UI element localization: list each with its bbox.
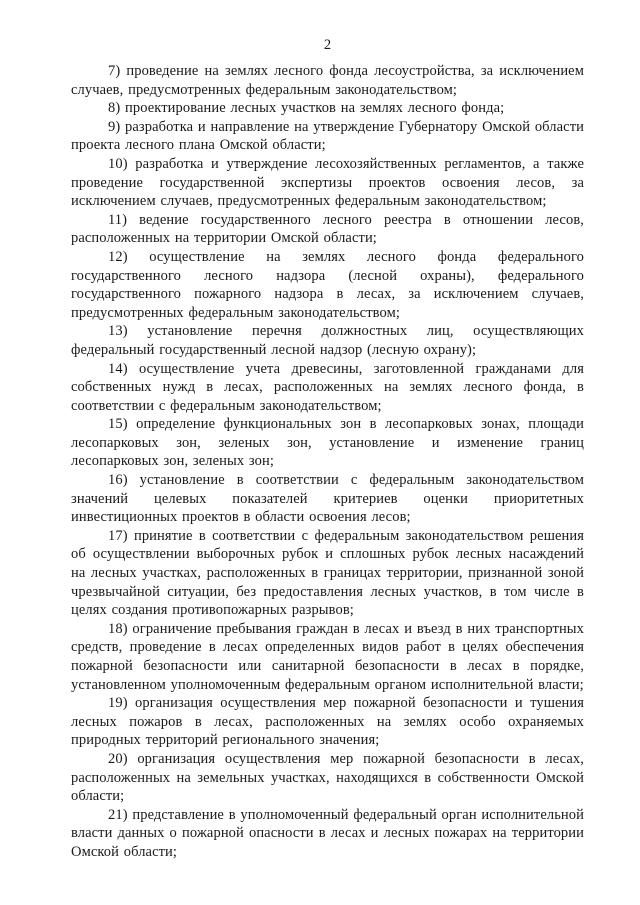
list-item-12: 12) осуществление на землях лесного фонда федерального государственного лесного надзора (лесной охраны), федерального государственного пожарного надзора в лесах, за исключением случаев, предусмотренных федеральным законодательством; [71,248,584,321]
list-item-21: 21) представление в уполномоченный федеральный орган исполнительной власти данных о пожарной опасности в лесах и лесных пожарах на территории Омской области; [71,806,584,860]
list-item-8: 8) проектирование лесных участков на землях лесного фонда; [108,100,505,117]
list-item-20: 20) организация осуществления мер пожарной безопасности в лесах, расположенных на земельных участках, находящихся в собственности Омской области; [71,750,584,805]
list-item-15: 15) определение функциональных зон в лесопарковых зонах, площади лесопарковых зон, зеленых зон, установление и изменение границ лесопарковых зон, зеленых зон; [71,416,584,470]
list-item-10: 10) разработка и утверждение лесохозяйственных регламентов, а также проведение государственной экспертизы проектов освоения лесов, за исключением случаев, предусмотренных федеральным законодательством; [71,155,584,210]
list-item-14: 14) осуществление учета древесины, заготовленной гражданами для собственных нужд в лесах, расположенных на землях лесного фонда, в соответствии с федеральным законодательством; [71,360,584,414]
list-item-11: 11) ведение государственного лесного реестра в отношении лесов, расположенных на территории Омской области; [71,211,584,247]
list-item-18: 18) ограничение пребывания граждан в лесах и въезд в них транспортных средств, проведение в лесах определенных видов работ в целях обеспечения пожарной безопасности или санитарной безопасности в лесах в порядке, установленном уполномоченным федеральным органом исполнительной власти; [71,620,584,693]
list-item-19: 19) организация осуществления мер пожарной безопасности и тушения лесных пожаров в лесах, расположенных на землях особо охраняемых природных территорий регионального значения; [71,695,584,749]
page-number: 2 [323,37,332,53]
list-item-9: 9) разработка и направление на утверждение Губернатору Омской области проекта лесного плана Омской области; [71,118,584,154]
list-item-7: 7) проведение на землях лесного фонда лесоустройства, за исключением случаев, предусмотренных федеральным законодательством; [71,63,584,98]
list-item-13: 13) установление перечня должностных лиц, осуществляющих федеральный государственный лесной надзор (лесную охрану); [71,323,584,358]
list-item-16: 16) установление в соответствии с федеральным законодательством значений целевых показателей критериев оценки приоритетных инвестиционных проектов в области освоения лесов; [71,472,584,526]
list-item-17: 17) принятие в соответствии с федеральным законодательством решения об осуществлении выборочных рубок и сплошных рубок лесных насаждений на лесных участках, расположенных в границах территории, признанной зоной чрезвычайной ситуации, без предоставления лесных участков, в том числе в целях создания противопожарных разрывов; [71,527,584,619]
